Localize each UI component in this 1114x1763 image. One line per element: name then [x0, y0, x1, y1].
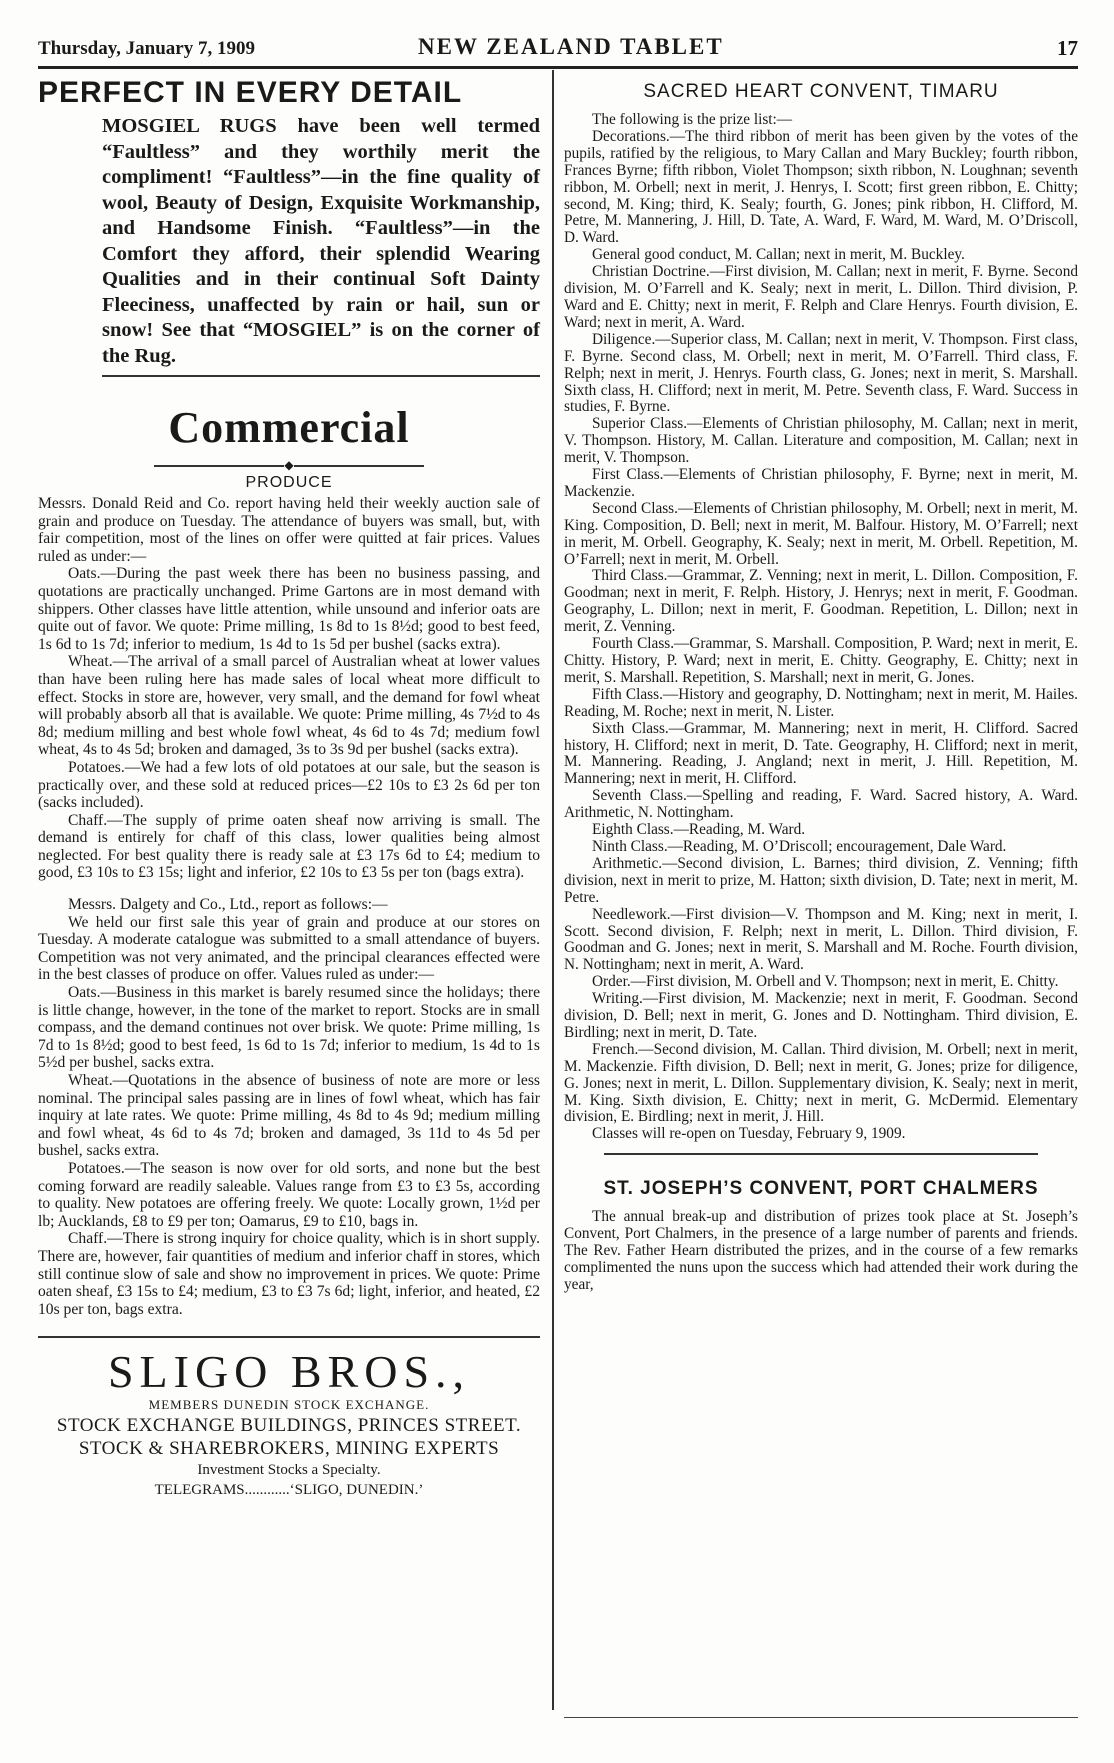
timaru-heading: SACRED HEART CONVENT, TIMARU: [643, 81, 999, 102]
produce-heading: PRODUCE: [245, 474, 333, 491]
reid-paragraph: Chaff.—The supply of prime oaten sheaf now arriving is small. The demand is entirely for chaff of this class, lower qualities being almost neglected. For best quality there is ready sale at £3 17s 6d to £4; medium to good, £3 10s to £3 15s; light and inferior, £2 10s to £3 5s per ton (bags extra).: [38, 811, 540, 882]
prize-paragraph: Decorations.—The third ribbon of merit has been given by the votes of the pupils, ratified by the religious, to Mary Callan and Mary Buckley; fourth ribbon, Frances Byrne; fifth ribbon, Violet Thompson; sixth ribbon, N. Loughnan; seventh ribbon, M. Orbell; next in merit, J. Henrys, I. Scott; first green ribbon, E. Chitty; second, M. King; third, K. Sealy; fourth, G. Jones; pink ribbon, H. Clifford, M. Petre, M. Mannering, J. Hill, D. Tate, A. Ward, F. Ward, M. Ward, M. O’Driscoll, D. Ward.: [564, 127, 1078, 247]
prize-paragraph: Ninth Class.—Reading, M. O’Driscoll; encouragement, Dale Ward.: [592, 837, 1007, 855]
ornament-divider: ◆: [38, 459, 540, 471]
prize-paragraph: First Class.—Elements of Christian philosophy, F. Byrne; next in merit, M. Mackenzie.: [564, 466, 1078, 500]
sligo-telegrams: TELEGRAMS............‘SLIGO, DUNEDIN.’: [154, 1482, 424, 1499]
reid-paragraph: Oats.—During the past week there has been no business passing, and quotations are practically unchanged. Prime Gartons are in most demand with shippers. Other classes have little attention, while unsound and inferior oats are quite out of favor. We quote: Prime milling, 1s 8d to 1s 8½d; good to best feed, 1s 6d to 1s 7d; inferior to medium, 1s 4d to 1s 5d per bushel (sacks extra).: [38, 565, 540, 653]
masthead: [38, 34, 1078, 64]
reid-paragraph: Messrs. Donald Reid and Co. report having held their weekly auction sale of grain and produce on Tuesday. The attendance of buyers was small, but, with fair competition, most of the lines on offer were quitted at fair prices. Values ruled as under:—: [38, 495, 540, 565]
dalgety-paragraph: Wheat.—Quotations in the absence of business of note are more or less nominal. The principal sales passing are in lines of fowl wheat, which has fair inquiry at late rates. We quote: Prime milling, 4s 8d to 4s 9d; medium milling and fowl wheat, 4s 6d to 4s 7d; broken and damaged, 3s 11d to 4s 5d per bushel, sacks extra.: [38, 1072, 540, 1160]
port-chalmers-body: [564, 1209, 1078, 1294]
mosgiel-ad-title: PERFECT IN EVERY DETAIL: [38, 76, 463, 109]
timaru-prize-list: [564, 112, 1078, 1143]
masthead-rule: [38, 66, 1078, 69]
prize-paragraph: Order.—First division, M. Orbell and V. Thompson; next in merit, E. Chitty.: [592, 973, 1059, 991]
produce-report-reid: [38, 495, 540, 882]
prize-paragraph: Sixth Class.—Grammar, M. Mannering; next in merit, H. Clifford. Sacred history, H. Clifford; next in merit, D. Tate. Geography, H. Clifford; next in merit, M. Mannering. Reading, J. Angland; next in merit, J. Hill. Repetition, M. Mannering; next in merit, H. Clifford.: [564, 719, 1078, 788]
bottom-rule: [564, 1717, 1078, 1718]
prize-paragraph: Needlework.—First division—V. Thompson and M. King; next in merit, I. Scott. Second division, F. Relph; next in merit, L. Dillon. Third division, F. Goodman and G. Jones; next in merit, S. Marshall and M. Roche. Fourth division, N. Nottingham; next in merit, A. Ward.: [564, 905, 1078, 974]
right-column: [564, 80, 1078, 1294]
prize-paragraph: French.—Second division, M. Callan. Third division, M. Orbell; next in merit, M. Mackenzie. Fifth division, D. Bell; next in merit, G. Jones; prize for diligence, G. Jones; next in merit, L. Dillon. Supplementary division, K. Sealy; next in merit, M. King. Sixth division, E. Chitty; next in merit, G. McDermid. Elementary division, E. Birdling; next in merit, J. Hill.: [564, 1040, 1078, 1126]
issue-date: Thursday, January 7, 1909: [38, 38, 255, 59]
sligo-trade: STOCK & SHAREBROKERS, MINING EXPERTS: [78, 1438, 500, 1460]
prize-paragraph: Eighth Class.—Reading, M. Ward.: [592, 821, 806, 839]
prize-paragraph: Third Class.—Grammar, Z. Venning; next in merit, L. Dillon. Composition, F. Goodman; next in merit, F. Relph. History, J. Henrys; next in merit, F. Goodman. Geography, L. Dillon; next in merit, F. Goodman. Repetition, L. Dillon; next in merit, Z. Venning.: [564, 567, 1078, 636]
prize-paragraph: Seventh Class.—Spelling and reading, F. Ward. Sacred history, A. Ward. Arithmetic, N. Nottingham.: [564, 787, 1078, 822]
left-column: [38, 76, 540, 1500]
prize-paragraph: Second Class.—Elements of Christian philosophy, M. Orbell; next in merit, M. King. Composition, D. Bell; next in merit, M. Balfour. History, M. O’Farrell; next in merit, M. Orbell. Geography, K. Sealy; next in merit, M. Orbell. Repetition, M. O’Farrell; next in merit, M. Orbell.: [564, 499, 1078, 568]
prize-paragraph: Superior Class.—Elements of Christian philosophy, M. Callan; next in merit, V. Thompson. History, M. Callan. Literature and composition, M. Callan; next in merit, V. Thompson.: [564, 415, 1078, 467]
prize-paragraph: Fourth Class.—Grammar, S. Marshall. Composition, P. Ward; next in merit, E. Chitty. History, P. Ward; next in merit, E. Chitty. Geography, E. Chitty; next in merit, S. Marshall. Repetition, S. Marshall; next in merit, G. Jones.: [564, 635, 1078, 686]
section-rule: [604, 1153, 1038, 1155]
mosgiel-ad-body: MOSGIEL RUGS have been well termed “Faultless” and they worthily merit the compliment! “Faultless”—in the fine quality of wool, Beauty of Design, Exquisite Workmanship, and Handsome Finish. “Faultless”—in the Comfort they afford, their splendid Wearing Qualities and in their continual Soft Dainty Fleeciness, unaffected by rain or hail, sun or snow! See that “MOSGIEL” is on the corner of the Rug.: [102, 114, 540, 377]
sligo-bros-ad: [38, 1336, 540, 1500]
dalgety-paragraph: We held our first sale this year of grain and produce at our stores on Tuesday. A moderate catalogue was submitted to a small attendance of buyers. Competition was not very animated, and the principal clearances effected were in the best classes of produce on offer. Values ruled as under:—: [38, 913, 540, 984]
prize-paragraph: General good conduct, M. Callan; next in merit, M. Buckley.: [592, 246, 965, 264]
port-chalmers-paragraph: The annual break-up and distribution of prizes took place at St. Joseph’s Convent, Port Chalmers, in the presence of a large number of parents and friends. The Rev. Father Hearn distributed the prizes, and in the course of a few remarks complimented the nuns upon the success which had attended their work during the year,: [564, 1208, 1078, 1293]
port-chalmers-heading: ST. JOSEPH’S CONVENT, PORT CHALMERS: [603, 1178, 1039, 1200]
prize-paragraph: Arithmetic.—Second division, L. Barnes; third division, Z. Venning; fifth division, next in merit to prize, M. Hatton; sixth division, D. Tate; next in merit, M. Petre.: [564, 854, 1078, 906]
prize-paragraph: Writing.—First division, M. Mackenzie; next in merit, F. Goodman. Second division, D. Bell; next in merit, G. Jones and D. Nottingham. Third division, E. Birdling; next in merit, D. Tate.: [564, 990, 1078, 1041]
dalgety-paragraph: Messrs. Dalgety and Co., Ltd., report as follows:—: [68, 896, 388, 914]
dalgety-paragraph: Chaff.—There is strong inquiry for choice quality, which is in short supply. There are, however, fair quantities of medium and inferior chaff in stores, which still continue slow of sale and show no improvement in prices. We quote: Prime oaten sheaf, £3 15s to £4; medium, £3 to £3 7s 6d; light, inferior, and heated, £2 10s per ton, bags extra.: [38, 1230, 540, 1318]
prize-paragraph: Fifth Class.—History and geography, D. Nottingham; next in merit, M. Hailes. Reading, M. Roche; next in merit, N. Lister.: [564, 685, 1078, 720]
page-number: 17: [1057, 36, 1078, 60]
column-divider: [552, 70, 554, 1710]
sligo-members: MEMBERS DUNEDIN STOCK EXCHANGE.: [148, 1397, 430, 1413]
reid-paragraph: Potatoes.—We had a few lots of old potatoes at our sale, but the season is practically over, and these sold at reduced prices—£2 10s to £3 2s 6d per ton (sacks included).: [38, 758, 540, 812]
prize-paragraph: The following is the prize list:—: [592, 111, 793, 128]
prize-paragraph: Classes will re-open on Tuesday, February 9, 1909.: [592, 1125, 906, 1143]
sligo-specialty: Investment Stocks a Specialty.: [197, 1462, 381, 1479]
dalgety-paragraph: Potatoes.—The season is now over for old sorts, and none but the best coming forward are readily saleable. Values range from £3 to £3 5s, according to quality. New potatoes are offering freely. We quote: Locally grown, 1½d per lb; Aucklands, £8 to £9 per ton; Oamarus, £9 to £10, bags in.: [38, 1159, 540, 1230]
produce-report-dalgety: [38, 896, 540, 1318]
sligo-address: STOCK EXCHANGE BUILDINGS, PRINCES STREET.: [56, 1415, 522, 1437]
dalgety-paragraph: Oats.—Business in this market is barely resumed since the holidays; there is little change, however, in the tone of the market to report. Stocks are in small compass, and the demand continues not over brisk. We quote: Prime milling, 1s 7d to 1s 8½d; good to best feed, 1s 6d to 1s 7d; inferior to medium, 1s 4d to 1s 5½d per bushel, sacks extra.: [38, 984, 540, 1072]
paper-title: NEW ZEALAND TABLET: [418, 34, 724, 59]
reid-paragraph: Wheat.—The arrival of a small parcel of Australian wheat at lower values than have been ruling here has made sales of local wheat more difficult to effect. Stocks in store are, however, very small, and the demand for fowl wheat will probably absorb all that is available. We quote: Prime milling, 4s 7½d to 4s 8d; medium milling and best whole fowl wheat, 4s 6d to 4s 7d; medium fowl wheat, 4s to 4s 5d; broken and damaged, 3s to 3s 9d per bushel (sacks extra).: [38, 653, 540, 759]
prize-paragraph: Diligence.—Superior class, M. Callan; next in merit, V. Thompson. First class, F. Byrne. Second class, M. Orbell; next in merit, M. O’Farrell. Third class, F. Relph; next in merit, J. Henrys. Fourth class, G. Jones; next in merit, S. Marshall. Sixth class, H. Clifford; next in merit, M. Petre. Seventh class, F. Ward. Success in studies, F. Byrne.: [564, 330, 1078, 416]
sligo-name: SLIGO BROS.,: [107, 1346, 471, 1398]
commercial-heading: Commercial: [168, 403, 410, 452]
prize-paragraph: Christian Doctrine.—First division, M. Callan; next in merit, F. Byrne. Second division, M. O’Farrell and K. Sealy; next in merit, L. Dillon. Third division, P. Ward and E. Chitty; next in merit, F. Relph and Clare Henrys. Fourth division, E. Ward; next in merit, A. Ward.: [564, 263, 1078, 331]
